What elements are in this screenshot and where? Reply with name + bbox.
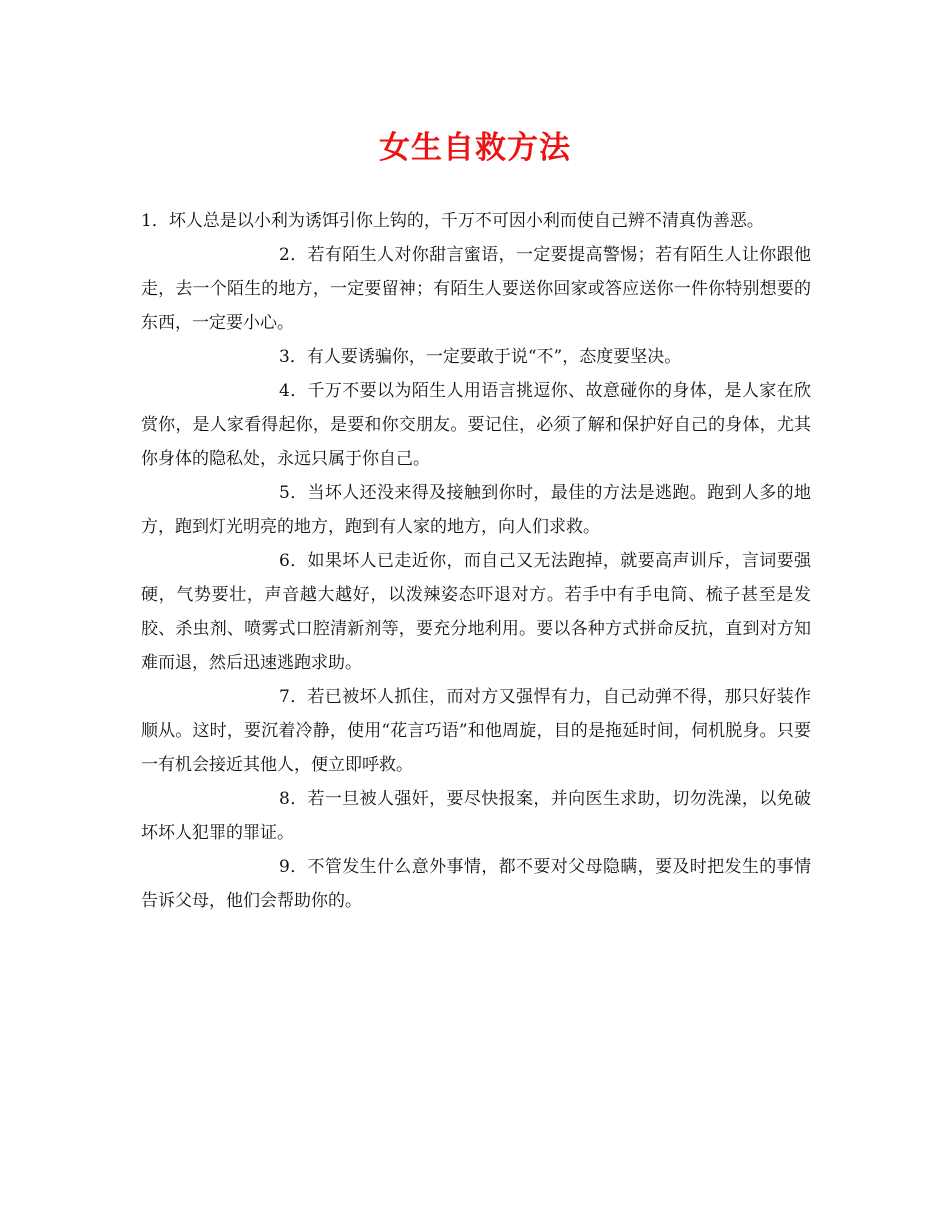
paragraph-2: 2．若有陌生人对你甜言蜜语，一定要提高警惕；若有陌生人让你跟他走，去一个陌生的地方，一定要留神；有陌生人要送你回家或答应送你一件你特别想要的东西，一定要小心。: [141, 245, 811, 333]
paragraph-4: 4．千万不要以为陌生人用语言挑逗你、故意碰你的身体，是人家在欣赏你，是人家看得起你，是要和你交朋友。要记住，必须了解和保护好自己的身体，尤其你身体的隐私处，永远只属于你自己。: [141, 381, 811, 469]
paragraph-9: 9．不管发生什么意外事情，都不要对父母隐瞒，要及时把发生的事情告诉父母，他们会帮助你的。: [141, 857, 811, 911]
paragraph-5: 5．当坏人还没来得及接触到你时，最佳的方法是逃跑。跑到人多的地方，跑到灯光明亮的地方，跑到有人家的地方，向人们求救。: [141, 483, 811, 537]
document-title: 女生自救方法: [379, 130, 571, 166]
paragraph-3: 3．有人要诱骗你，一定要敢于说“不”，态度要坚决。: [279, 347, 682, 367]
document-body: [141, 204, 811, 918]
paragraph-7: 7．若已被坏人抓住，而对方又强悍有力，自己动弹不得，那只好装作顺从。这时，要沉着冷静，使用“花言巧语”和他周旋，目的是拖延时间，伺机脱身。只要一有机会接近其他人，便立即呼救。: [141, 687, 811, 775]
paragraph-1: 1．坏人总是以小利为诱饵引你上钩的，千万不可因小利而使自己辨不清真伪善恶。: [141, 211, 764, 231]
paragraph-8: 8．若一旦被人强奸，要尽快报案，并向医生求助，切勿洗澡，以免破坏坏人犯罪的罪证。: [141, 789, 811, 843]
paragraph-6: 6．如果坏人已走近你，而自己又无法跑掉，就要高声训斥，言词要强硬，气势要壮，声音越大越好，以泼辣姿态吓退对方。若手中有手电筒、梳子甚至是发胶、杀虫剂、喷雾式口腔清新剂等，要充分地利用。要以各种方式拼命反抗，直到对方知难而退，然后迅速逃跑求助。: [141, 551, 811, 673]
